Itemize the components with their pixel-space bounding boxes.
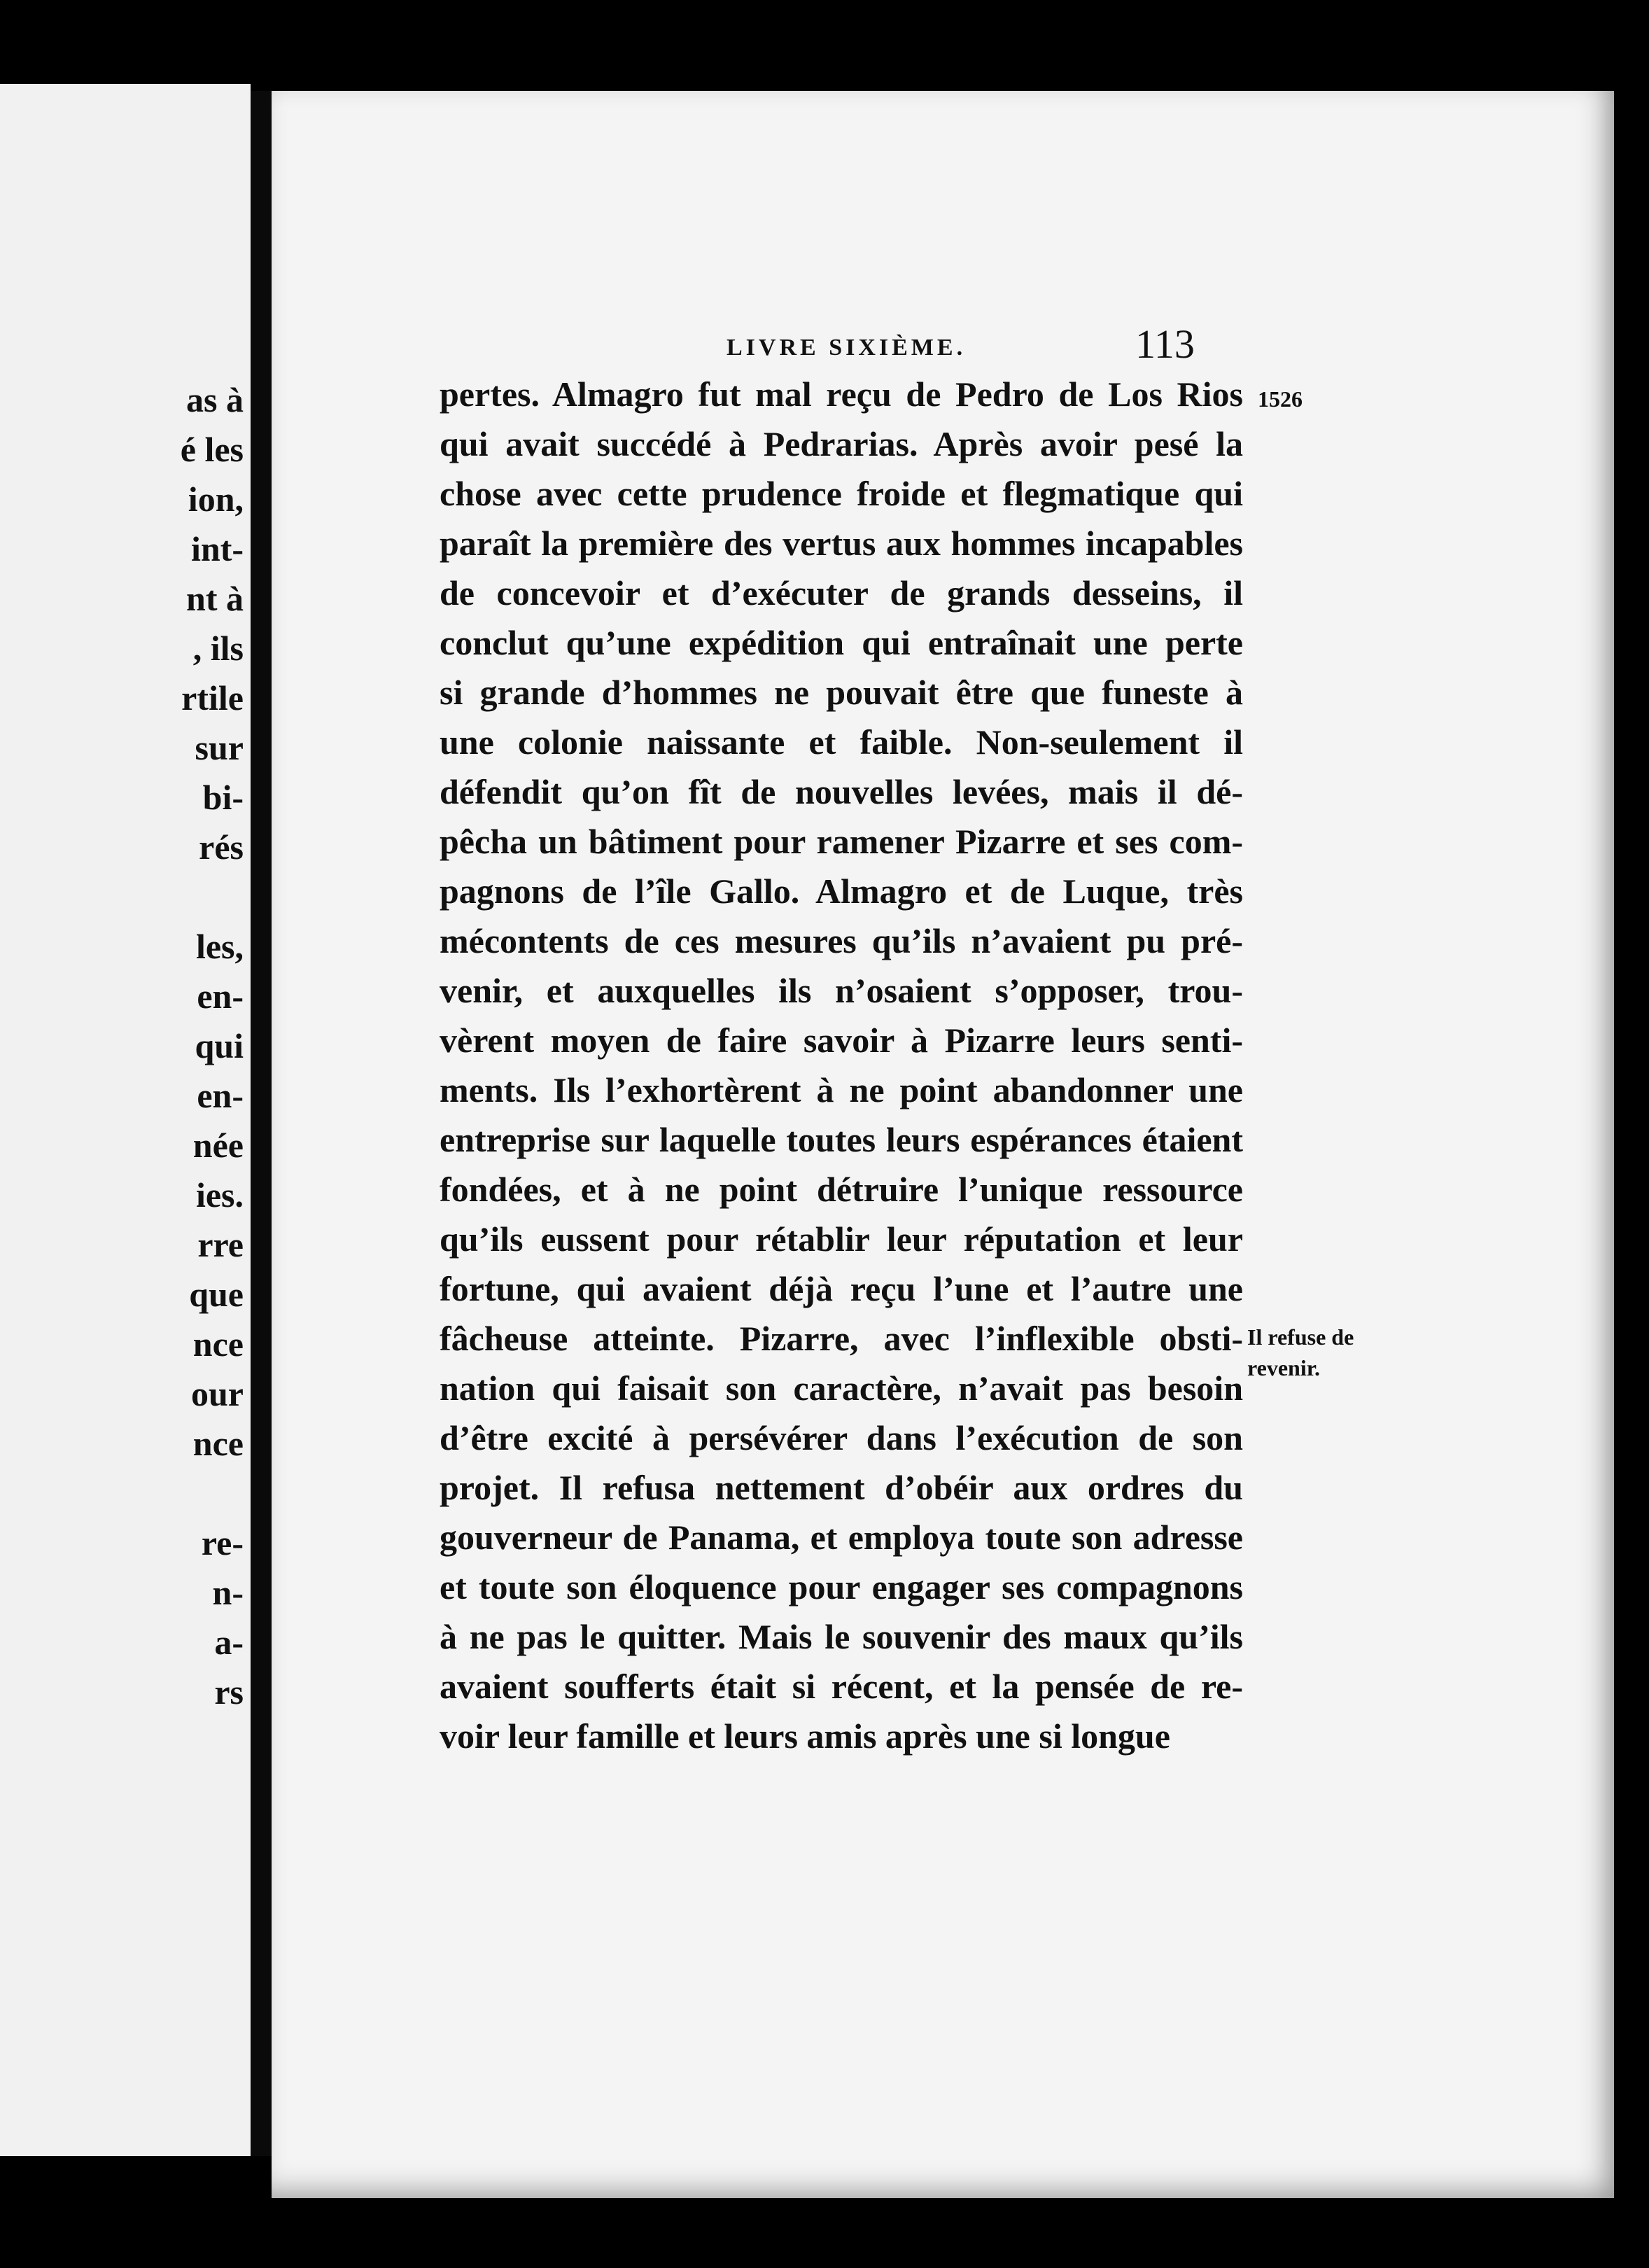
left-page-fragment: rs <box>214 1672 244 1712</box>
left-page-fragment: n- <box>212 1573 244 1612</box>
text-line: projet. Il refusa nettement d’obéir aux ordres du <box>440 1468 1243 1507</box>
text-line: nation qui faisait son caractère, n’avait pas besoin <box>440 1368 1243 1408</box>
margin-note-line: revenir. <box>1247 1355 1320 1380</box>
text-line: voir leur famille et leurs amis après une si longue <box>440 1716 1170 1756</box>
left-page-fragment: les, <box>195 927 244 966</box>
left-page-fragment: , ils <box>192 629 244 668</box>
text-line: gouverneur de Panama, et employa toute son adresse <box>440 1518 1243 1557</box>
text-line: pagnons de l’île Gallo. Almagro et de Luque, très <box>440 872 1243 911</box>
left-page-fragment: ies. <box>195 1175 244 1214</box>
left-page-fragment: as à <box>186 380 244 419</box>
left-page-fragment: bi- <box>202 778 244 817</box>
text-line: défendit qu’on fît de nouvelles levées, mais il dé- <box>440 772 1243 811</box>
text-line: venir, et auxquelles ils n’osaient s’opposer, trou- <box>440 971 1243 1010</box>
book-gutter <box>251 91 272 2156</box>
margin-year: 1526 <box>1258 386 1303 412</box>
left-page-fragment: nce <box>192 1424 244 1463</box>
text-line: qui avait succédé à Pedrarias. Après avoir pesé la <box>440 424 1243 463</box>
text-line: fondées, et à ne point détruire l’unique ressource <box>440 1170 1243 1209</box>
left-page-fragment: our <box>191 1374 244 1413</box>
left-page-fragment: ion, <box>188 479 244 519</box>
text-line: une colonie naissante et faible. Non-seulement il <box>440 722 1243 762</box>
text-line: qu’ils eussent pour rétablir leur réputation et leur <box>440 1219 1243 1259</box>
text-line: à ne pas le quitter. Mais le souvenir des maux qu’ils <box>440 1617 1243 1656</box>
text-line: mécontents de ces mesures qu’ils n’avaient pu pré- <box>440 921 1243 960</box>
left-page-fragment: sur <box>195 728 244 767</box>
text-line: avaient soufferts était si récent, et la pensée de re- <box>440 1667 1243 1706</box>
left-page-fragment: rre <box>197 1225 244 1264</box>
left-page-fragment: nce <box>192 1324 244 1364</box>
left-page-fragment: é les <box>180 430 244 469</box>
text-line: vèrent moyen de faire savoir à Pizarre leurs senti- <box>440 1021 1243 1060</box>
left-page-fragment: rés <box>199 827 244 867</box>
text-line: paraît la première des vertus aux hommes incapables <box>440 524 1243 563</box>
text-line: entreprise sur laquelle toutes leurs espérances étaient <box>440 1120 1243 1159</box>
left-page-fragment: en- <box>197 1076 244 1115</box>
running-head: LIVRE SIXIÈME. <box>727 335 967 360</box>
left-page-fragment: que <box>189 1275 244 1314</box>
page-number: 113 <box>1135 321 1195 367</box>
text-line: pertes. Almagro fut mal reçu de Pedro de Los Rios <box>440 374 1243 414</box>
left-page-fragment: qui <box>195 1026 244 1065</box>
margin-note-line: Il refuse de <box>1247 1324 1354 1350</box>
left-page-fragment: nt à <box>186 579 244 618</box>
text-line: pêcha un bâtiment pour ramener Pizarre et ses com- <box>440 822 1243 861</box>
text-line: si grande d’hommes ne pouvait être que funeste à <box>440 673 1243 712</box>
left-page-fragment: rtile <box>181 678 244 718</box>
text-line: d’être excité à persévérer dans l’exécution de son <box>440 1418 1243 1457</box>
margin-note <box>1247 1322 1354 1383</box>
left-page-fragment: en- <box>197 976 244 1016</box>
text-line: et toute son éloquence pour engager ses compagnons <box>440 1567 1243 1606</box>
text-line: fortune, qui avaient déjà reçu l’une et l’autre une <box>440 1269 1243 1308</box>
left-page-fragment: a- <box>214 1623 244 1662</box>
text-line: chose avec cette prudence froide et flegmatique qui <box>440 474 1243 513</box>
left-page <box>0 84 251 2156</box>
text-line: fâcheuse atteinte. Pizarre, avec l’inflexible obsti- <box>440 1319 1243 1358</box>
text-line: conclut qu’une expédition qui entraînait une perte <box>440 623 1243 662</box>
left-page-fragment: int- <box>191 529 244 568</box>
left-page-fragment: re- <box>201 1523 244 1562</box>
text-line: de concevoir et d’exécuter de grands desseins, il <box>440 573 1243 612</box>
left-page-fragment: née <box>192 1126 244 1165</box>
body-text <box>440 370 1243 1761</box>
text-line: ments. Ils l’exhortèrent à ne point abandonner une <box>440 1070 1243 1110</box>
